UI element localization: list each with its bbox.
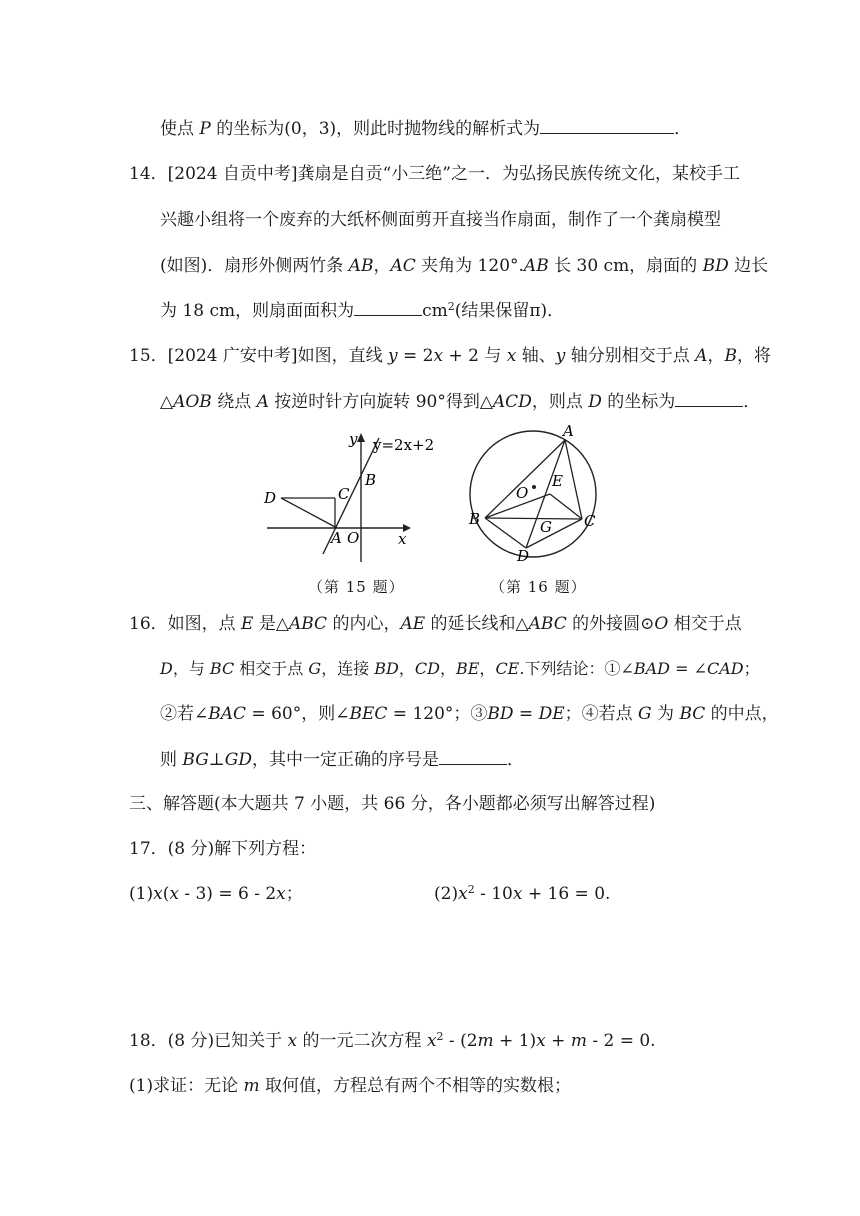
q17-part-1: (1)x(x - 3) = 6 - 2x； (129, 884, 303, 904)
q14-line-4: 为 18 cm，则扇面面积为 $cm^2$(结果保留π)． (160, 300, 565, 321)
label-x: x (398, 530, 407, 548)
label-G: G (540, 518, 552, 536)
figure-15-graph (255, 424, 445, 569)
answer-blank (675, 389, 743, 407)
label-D: D (264, 489, 277, 507)
label-O: O (516, 484, 529, 502)
label-D: D (517, 547, 530, 565)
segment-BC (485, 518, 582, 519)
label-C: C (584, 512, 596, 530)
segment-DA (281, 498, 337, 528)
q17-title: 17．(8 分)解下列方程： (129, 839, 317, 859)
label-B: B (365, 471, 377, 489)
answer-blank (439, 747, 507, 765)
label-y: y (349, 430, 358, 448)
q15-line-1: 15．[2024 广安中考]如图，直线 y = 2x + 2 与 x 轴、y 轴分别相交于点 A，B，将 (129, 346, 771, 366)
y-axis-arrow (357, 433, 365, 442)
q16-line-4: 则 BG⊥GD，其中一定正确的序号是 ． (160, 747, 524, 772)
answer-blank (354, 298, 422, 316)
answer-blank (540, 116, 674, 134)
figure-15-caption: （第 15 题） (308, 578, 405, 596)
label-line: y=2x+2 (373, 436, 435, 454)
q14-line-1: 14．[2024 自贡中考]龚扇是自贡“小三绝”之一．为弘扬民族传统文化，某校手工 (129, 164, 740, 184)
q16-line-3: ②若∠BAC = 60°，则∠BEC = 120°；③BD = DE；④若点 G 为 BC 的中点， (160, 704, 779, 724)
figure-16-caption: （第 16 题） (490, 578, 587, 596)
label-A: A (331, 529, 342, 547)
q18-line-2: (1)求证：无论 m 取何值，方程总有两个不相等的实数根； (129, 1076, 572, 1096)
label-E: E (552, 472, 563, 490)
q18-line-1: 18．(8 分)已知关于 x 的一元二次方程 $x^2 - (2m + 1)x + m - 2 = 0$. (129, 1030, 656, 1051)
q15-line-2: △AOB 绕点 A 按逆时针方向旋转 90°得到△ACD，则点 D 的坐标为 ． (160, 389, 760, 414)
label-C: C (338, 485, 350, 503)
figure-16-graph (464, 420, 604, 568)
label-O: O (347, 529, 360, 547)
q16-line-1: 16．如图，点 E 是△ABC 的内心，AE 的延长线和△ABC 的外接圆⊙O 相交于点 (129, 614, 742, 634)
q13-tail-line: 使点 P 的坐标为(0，3)，则此时抛物线的解析式为 ． (160, 116, 691, 141)
label-B: B (469, 510, 481, 528)
q14-line-3: (如图)．扇形外侧两竹条 AB，AC 夹角为 120°.AB 长 30 cm，扇面的 BD 边长 (160, 256, 769, 276)
segment-BD (485, 518, 526, 548)
section-3-heading: 三、解答题(本大题共 7 小题，共 66 分，各小题都必须写出解答过程) (129, 794, 656, 814)
figure-15 (255, 424, 445, 569)
q14-line-2: 兴趣小组将一个废弃的大纸杯侧面剪开直接当作扇面，制作了一个龚扇模型 (160, 210, 721, 230)
label-A: A (563, 422, 574, 440)
q16-line-2: D，与 BC 相交于点 G，连接 BD，CD，BE，CE.下列结论：①∠BAD = ∠CAD； (160, 659, 760, 678)
figure-16 (464, 420, 604, 568)
q17-part-2: $(2)x^2 - 10x + 16 = 0$. (434, 883, 611, 904)
center-dot (532, 485, 536, 489)
